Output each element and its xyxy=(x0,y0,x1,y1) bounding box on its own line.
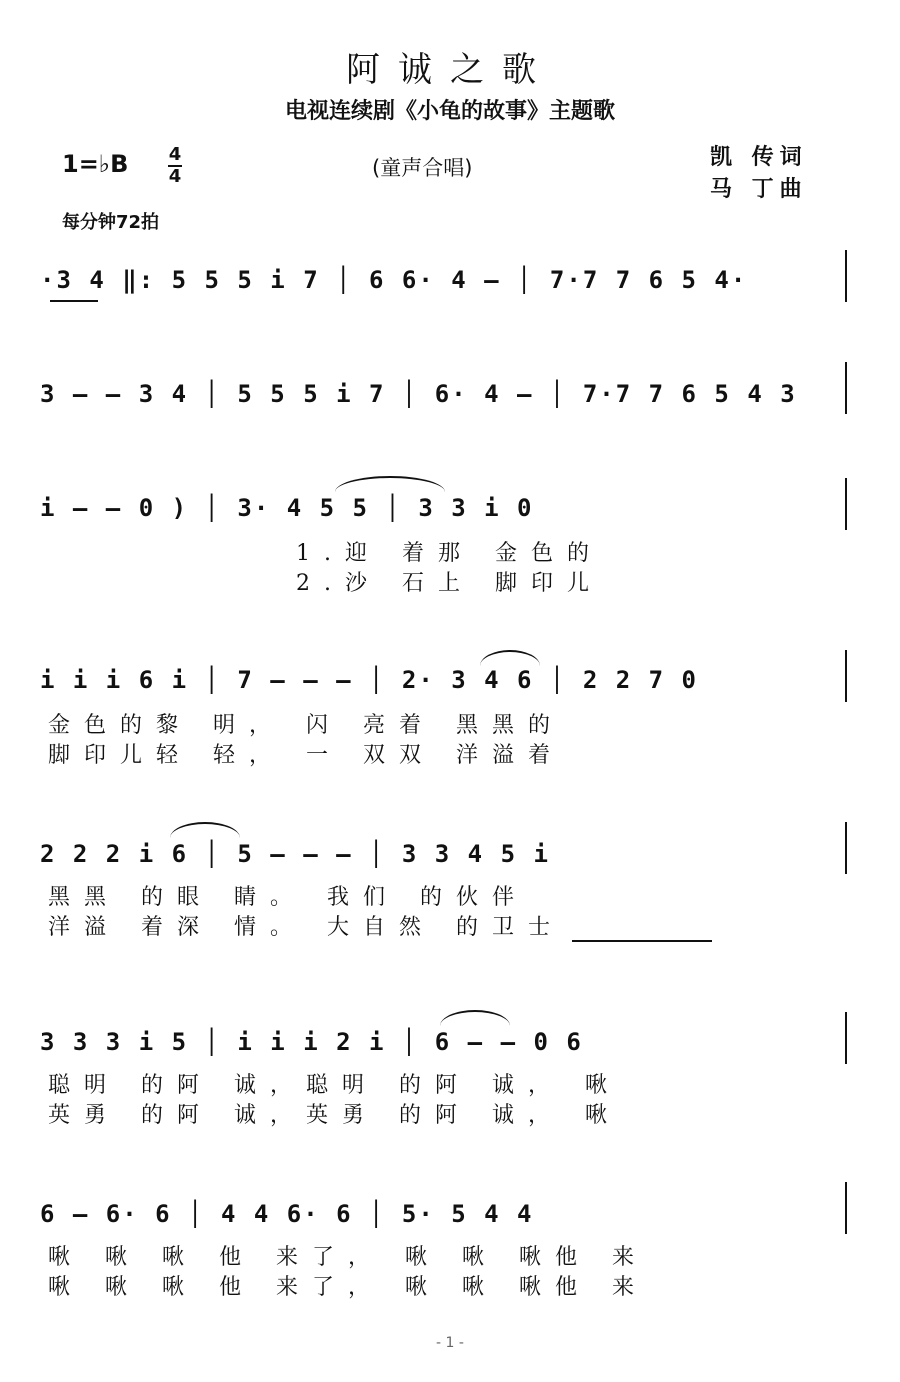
lyric-verse-2-line-6: 英勇 的阿 诚，英勇 的阿 诚， 啾 xyxy=(48,1103,621,1128)
barline xyxy=(845,362,847,414)
lyricist-credit: 凯 传词 xyxy=(710,145,808,170)
lyric-verse-2-line-5: 洋溢 着深 情。 大自然 的卫士 xyxy=(48,915,564,940)
page-number: - 1 - xyxy=(436,1335,464,1351)
voicing-label: (童声合唱) xyxy=(372,156,473,180)
beam xyxy=(50,300,98,302)
notation-row-5: 2 2 2 i 6 │ 5 – – – │ 3 3 4 5 i xyxy=(40,840,550,868)
barline xyxy=(845,250,847,302)
slur xyxy=(170,822,240,838)
lyric-verse-1-line-3: 1.迎 着那 金色的 xyxy=(296,541,603,566)
lyric-verse-1-line-4: 金色的黎 明， 闪 亮着 黑黑的 xyxy=(48,713,564,738)
song-title: 阿诚之歌 xyxy=(346,50,554,90)
notation-row-4: i i i 6 i │ 7 – – – │ 2· 3 4 6 │ 2 2 7 0 xyxy=(40,666,698,694)
notation-row-2: 3 – – 3 4 │ 5 5 5 i 7 │ 6· 4 – │ 7·7 7 6 5 4 3 xyxy=(40,380,797,408)
key-signature: 1=♭B xyxy=(62,150,129,178)
time-signature xyxy=(168,146,182,186)
barline xyxy=(845,478,847,530)
barline xyxy=(845,650,847,702)
lyric-verse-2-line-3: 2.沙 石上 脚印儿 xyxy=(296,571,603,596)
tempo-marking: 每分钟72拍 xyxy=(62,212,160,233)
time-top: 4 xyxy=(168,144,182,165)
lyric-verse-1-line-5: 黑黑 的眼 睛。 我们 的伙伴 xyxy=(48,885,528,910)
lyric-verse-2-line-7: 啾 啾 啾 他 来了， 啾 啾 啾他 来 xyxy=(48,1275,648,1300)
song-subtitle: 电视连续剧《小龟的故事》主题歌 xyxy=(284,99,615,124)
notation-row-3: i – – 0 ) │ 3· 4 5 5 │ 3 3 i 0 xyxy=(40,494,534,522)
lyric-verse-1-line-6: 聪明 的阿 诚，聪明 的阿 诚， 啾 xyxy=(48,1073,621,1098)
lyric-underline xyxy=(572,940,712,942)
barline xyxy=(845,822,847,874)
time-bottom: 4 xyxy=(168,166,182,187)
notation-row-1: ·3 4 ‖: 5 5 5 i 7 │ 6 6· 4 – │ 7·7 7 6 5 4· xyxy=(40,266,748,294)
lyric-verse-1-line-7: 啾 啾 啾 他 来了， 啾 啾 啾他 来 xyxy=(48,1245,648,1270)
composer-credit: 马 丁曲 xyxy=(710,177,808,202)
slur xyxy=(440,1010,510,1026)
slur xyxy=(480,650,540,666)
notation-row-7: 6 – 6· 6 │ 4 4 6· 6 │ 5· 5 4 4 xyxy=(40,1200,534,1228)
barline xyxy=(845,1012,847,1064)
barline xyxy=(845,1182,847,1234)
notation-row-6: 3 3 3 i 5 │ i i i 2 i │ 6 – – 0 6 xyxy=(40,1028,583,1056)
slur xyxy=(335,476,445,492)
lyric-verse-2-line-4: 脚印儿轻 轻， 一 双双 洋溢着 xyxy=(48,743,564,768)
